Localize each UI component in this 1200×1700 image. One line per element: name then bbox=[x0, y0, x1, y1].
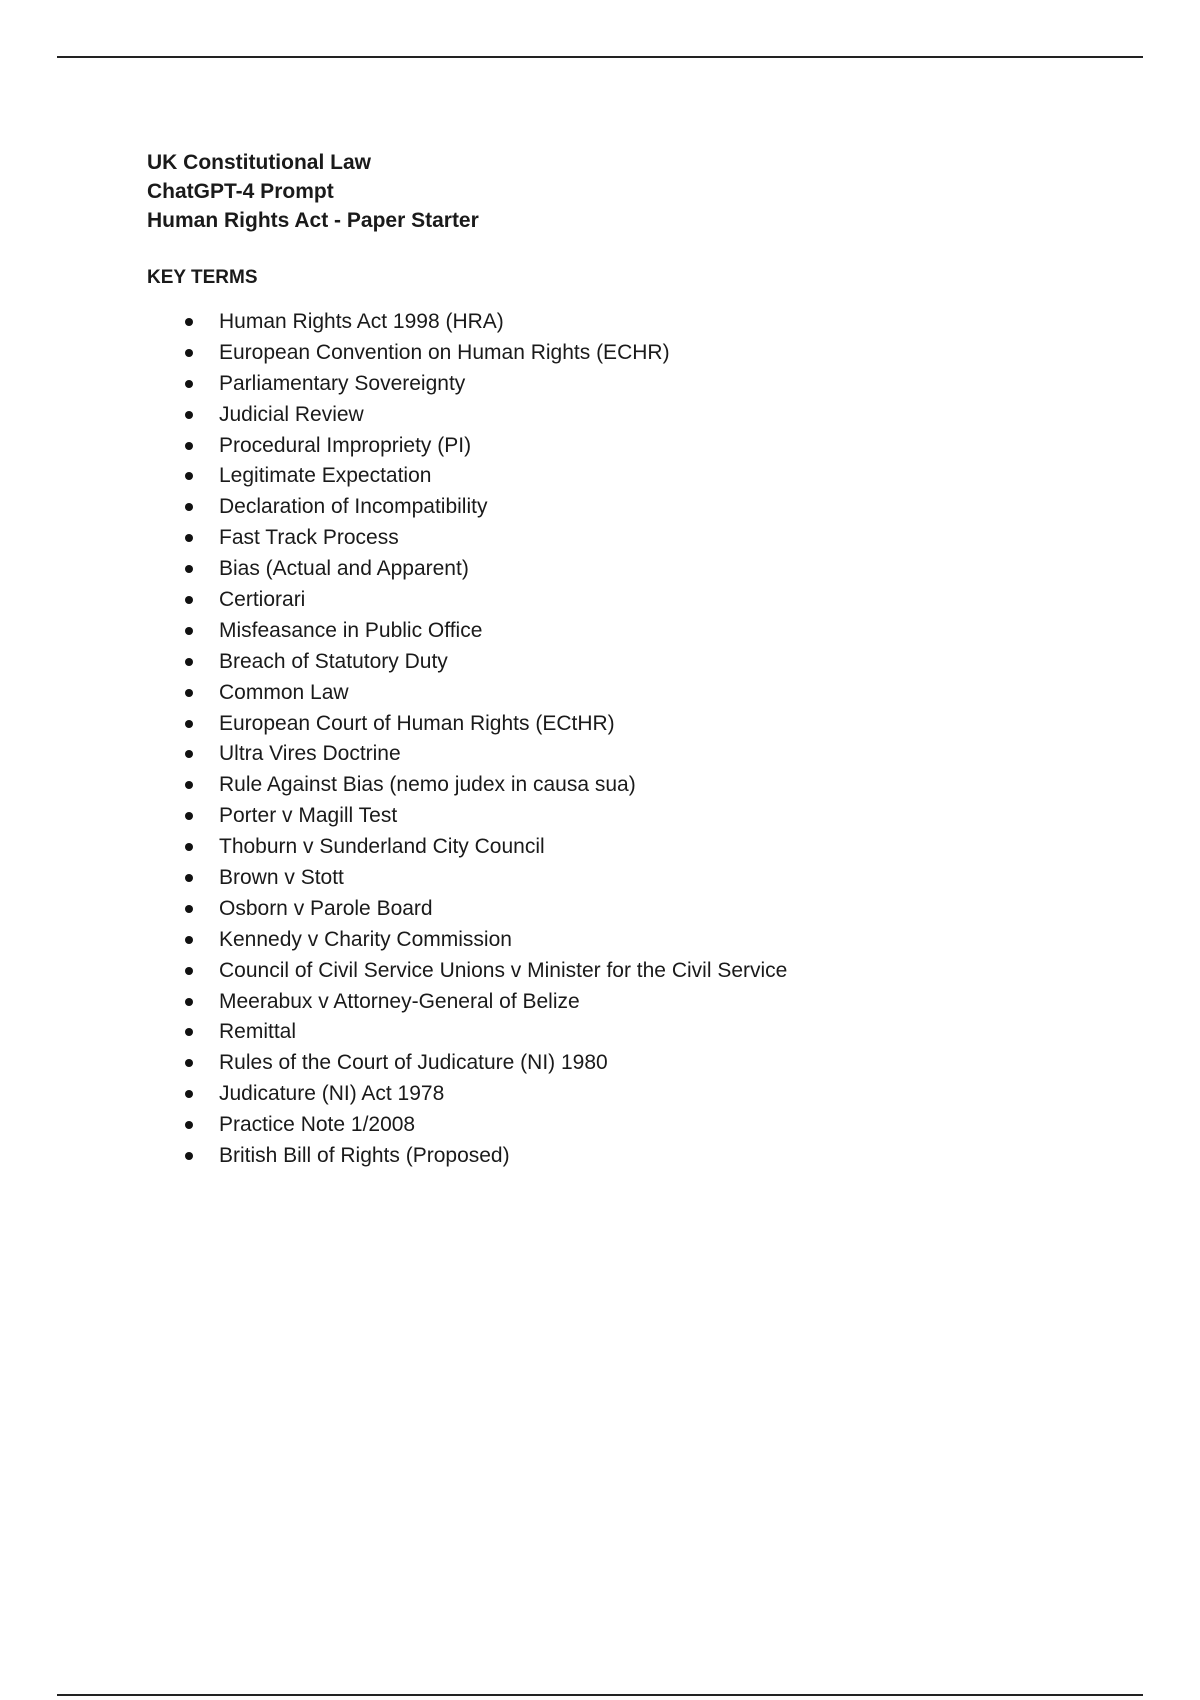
key-term-text: Misfeasance in Public Office bbox=[219, 618, 483, 642]
key-term-text: Judicature (NI) Act 1978 bbox=[219, 1082, 445, 1106]
key-term-text: Porter v Magill Test bbox=[219, 804, 398, 828]
paper-title: Human Rights Act - Paper Starter bbox=[147, 209, 479, 232]
key-term-text: Breach of Statutory Duty bbox=[219, 649, 448, 673]
bullet-icon bbox=[185, 411, 193, 419]
bullet-icon bbox=[185, 843, 193, 851]
key-term-text: Bias (Actual and Apparent) bbox=[219, 557, 469, 581]
bullet-icon bbox=[185, 720, 193, 728]
bullet-icon bbox=[185, 1059, 193, 1067]
key-terms-heading: KEY TERMS bbox=[147, 267, 258, 288]
bullet-icon bbox=[185, 998, 193, 1006]
bullet-icon bbox=[185, 936, 193, 944]
prompt-label: ChatGPT-4 Prompt bbox=[147, 180, 334, 203]
bullet-icon bbox=[185, 781, 193, 789]
key-term-text: Human Rights Act 1998 (HRA) bbox=[219, 310, 504, 333]
bullet-icon bbox=[185, 318, 193, 326]
bullet-icon bbox=[185, 442, 193, 450]
bullet-icon bbox=[185, 380, 193, 388]
key-term-text: Council of Civil Service Unions v Minister for the Civil Service bbox=[219, 958, 788, 982]
bullet-icon bbox=[185, 812, 193, 820]
bullet-icon bbox=[185, 750, 193, 758]
key-term-text: Judicial Review bbox=[219, 402, 364, 426]
course-title: UK Constitutional Law bbox=[147, 151, 371, 174]
bullet-icon bbox=[185, 503, 193, 511]
key-term-text: Procedural Impropriety (PI) bbox=[219, 433, 472, 457]
bottom-divider bbox=[57, 1694, 1143, 1696]
bullet-icon bbox=[185, 596, 193, 604]
bullet-icon bbox=[185, 658, 193, 666]
bullet-icon bbox=[185, 967, 193, 975]
bullet-icon bbox=[185, 1121, 193, 1129]
top-divider bbox=[57, 56, 1143, 58]
key-term-text: Legitimate Expectation bbox=[219, 464, 432, 488]
key-term-text: Remittal bbox=[219, 1020, 297, 1044]
key-term-text: Common Law bbox=[219, 680, 349, 704]
key-term-text: Rule Against Bias (nemo judex in causa sua) bbox=[219, 773, 636, 797]
bullet-icon bbox=[185, 472, 193, 480]
bullet-icon bbox=[185, 1028, 193, 1036]
key-term-text: Certiorari bbox=[219, 588, 306, 612]
key-term-text: Ultra Vires Doctrine bbox=[219, 742, 401, 766]
key-term-text: Kennedy v Charity Commission bbox=[219, 927, 512, 951]
key-term-text: British Bill of Rights (Proposed) bbox=[219, 1144, 510, 1168]
key-term-text: Meerabux v Attorney-General of Belize bbox=[219, 989, 580, 1013]
key-term-text: Brown v Stott bbox=[219, 866, 344, 890]
bullet-icon bbox=[185, 874, 193, 882]
key-term-text: European Convention on Human Rights (ECHR) bbox=[219, 340, 670, 364]
bullet-icon bbox=[185, 627, 193, 635]
key-term-text: Fast Track Process bbox=[219, 526, 399, 550]
key-term-text: Parliamentary Sovereignty bbox=[219, 371, 466, 395]
key-term-text: Thoburn v Sunderland City Council bbox=[219, 835, 545, 859]
bullet-icon bbox=[185, 1090, 193, 1098]
bullet-icon bbox=[185, 689, 193, 697]
key-term-text: Rules of the Court of Judicature (NI) 1980 bbox=[219, 1051, 608, 1075]
key-term-text: Practice Note 1/2008 bbox=[219, 1113, 416, 1137]
bullet-icon bbox=[185, 905, 193, 913]
bullet-icon bbox=[185, 565, 193, 573]
key-term-text: Declaration of Incompatibility bbox=[219, 495, 488, 519]
bullet-icon bbox=[185, 534, 193, 542]
document-header bbox=[147, 148, 479, 235]
bullet-icon bbox=[185, 1152, 193, 1160]
key-term-text: European Court of Human Rights (ECtHR) bbox=[219, 711, 615, 735]
bullet-icon bbox=[185, 349, 193, 357]
key-term-text: Osborn v Parole Board bbox=[219, 896, 433, 920]
